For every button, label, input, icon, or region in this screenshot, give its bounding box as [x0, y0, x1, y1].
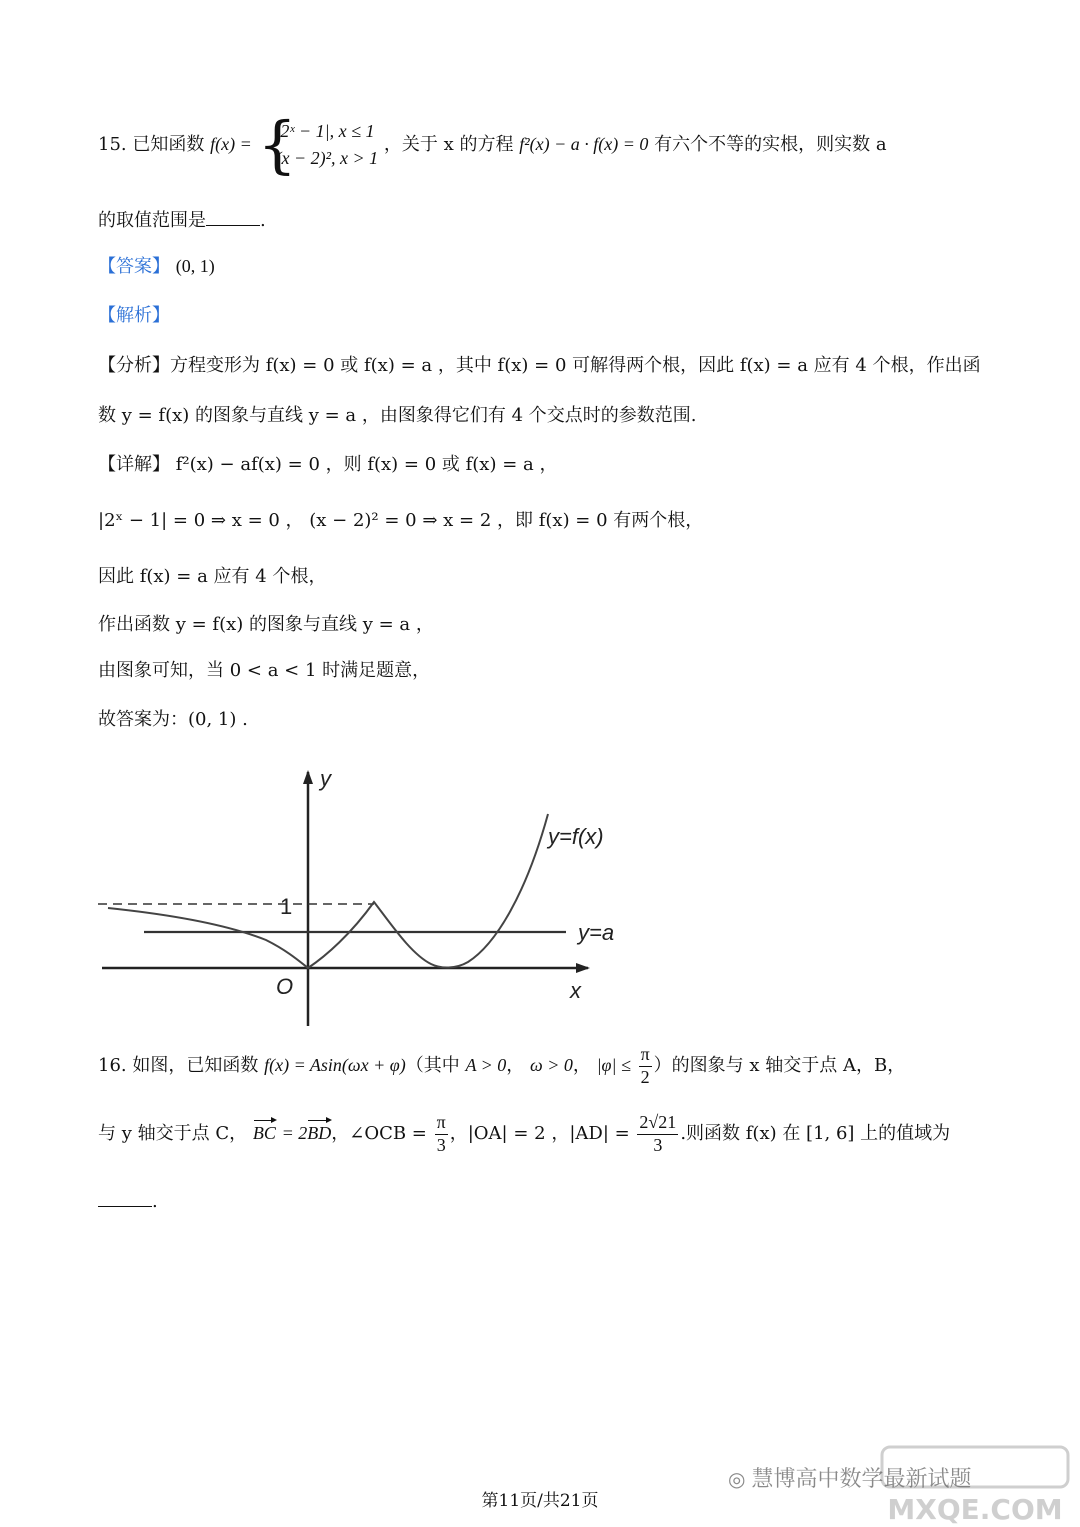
q16-text-1c: （其中 — [405, 1055, 460, 1077]
fenxi-text-1: 方程变形为 f(x) = 0 或 f(x) = a ，其中 f(x) = 0 可解得两个根，因此 f(x) = a 应有 4 个根，作出函 — [170, 355, 981, 376]
line-label: y=a — [578, 920, 615, 945]
q16-eq-2: = 2 — [281, 1123, 308, 1144]
q16-text-1i: ）的图象与 x 轴交于点 A，B， — [653, 1055, 906, 1077]
detail-text-1: f²(x) − af(x) = 0 ，则 f(x) = 0 或 f(x) = a ， — [175, 454, 558, 475]
q16-frac-pi-2: $\frac{\pi}{2}$ — [640, 1044, 650, 1087]
answer-value: (0, 1) — [175, 256, 215, 276]
curve-label: y=f(x) — [548, 824, 604, 849]
detail-text-6: 故答案为：(0, 1) . — [98, 709, 248, 730]
detail-text-3: 因此 f(x) = a 应有 4 个根， — [98, 566, 327, 587]
q16-text-3: . — [152, 1191, 158, 1212]
detail-line-1 — [98, 454, 557, 476]
q15-equation: f²(x) − a · f(x) = 0 — [519, 134, 649, 154]
q16-comma-2: ， — [572, 1055, 591, 1077]
detail-line-4 — [98, 614, 434, 636]
fenxi-tag: 【分析】 — [98, 355, 170, 376]
answer-line — [98, 256, 215, 278]
vector-bd: BD — [307, 1123, 332, 1144]
q16-cond-phi: |φ| ≤ — [596, 1055, 631, 1076]
site-watermark-text: MXQE.COM — [887, 1493, 1063, 1525]
detail-text-2: |2ˣ − 1| = 0 ⇒ x = 0 ， (x − 2)² = 0 ⇒ x = 2 ，即 f(x) = 0 有两个根， — [98, 510, 704, 531]
y-axis-label: y — [320, 766, 331, 791]
analysis-tag-line — [98, 305, 170, 327]
x-axis-label: x — [570, 978, 581, 1003]
detail-line-6 — [98, 709, 248, 731]
q16-function: f(x) = Asin(ωx + φ) — [264, 1055, 406, 1076]
curve-fx — [108, 814, 548, 968]
q15-case-1: |2ˣ − 1|, x ≤ 1 — [275, 121, 375, 141]
wechat-icon: ◎ — [728, 1467, 746, 1491]
q16-cond-omega: ω > 0 — [530, 1055, 573, 1076]
q16-cond-A: A > 0 — [465, 1055, 507, 1076]
q15-fx: f(x) = — [210, 134, 252, 154]
function-graph — [96, 764, 636, 1034]
q16-frac-ad: $\frac{2√21}{3}$ — [639, 1112, 677, 1155]
detail-line-2 — [98, 510, 703, 532]
q16-answer-blank — [98, 1188, 152, 1207]
q15-number: 15. — [98, 134, 127, 155]
q16-line-1 — [98, 1044, 905, 1088]
fenxi-line-2 — [98, 405, 696, 427]
one-label: 1 — [280, 894, 293, 919]
q16-text-2a: 与 y 轴交于点 C， — [98, 1123, 248, 1145]
site-watermark-logo — [880, 1445, 1070, 1525]
watermark-text: ◎ 慧博高中数学最新试题 — [728, 1467, 972, 1492]
q16-text-2b: ，∠OCB = — [331, 1123, 427, 1145]
vector-bc: BC — [252, 1123, 276, 1144]
q15-stem-1: 已知函数 — [132, 134, 205, 155]
q15-line-1 — [98, 108, 887, 181]
q16-text-1a: 如图，已知函数 — [132, 1055, 259, 1077]
fenxi-text-2: 数 y = f(x) 的图象与直线 y = a ，由图象得它们有 4 个交点时的参数范围. — [98, 405, 697, 426]
q15-stem-4: 的取值范围是 — [98, 210, 206, 231]
analysis-tag: 【解析】 — [98, 305, 170, 326]
answer-tag: 【答案】 — [98, 256, 170, 277]
page-footer: 第11页/共21页 — [481, 1491, 599, 1511]
detail-line-5 — [98, 660, 430, 682]
q16-comma-1: ， — [506, 1055, 525, 1077]
q16-text-2c: ，|OA| = 2 ，|AD| = — [449, 1123, 630, 1145]
origin-label: O — [276, 974, 294, 999]
detail-line-3 — [98, 566, 326, 588]
q15-piecewise: { |2ˣ − 1|, x ≤ 1 (x − 2)², x > 1 — [257, 108, 379, 181]
q16-text-2d: .则函数 f(x) 在 [1, 6] 上的值域为 — [680, 1123, 951, 1145]
fenxi-line-1 — [98, 355, 981, 377]
q15-stem-2: ，关于 x 的方程 — [383, 134, 514, 155]
detail-tag: 【详解】 — [98, 454, 170, 475]
q15-stem-5: . — [260, 210, 266, 231]
q16-frac-pi-3: $\frac{\pi}{3}$ — [436, 1112, 446, 1155]
q16-line-3 — [98, 1188, 158, 1213]
q16-number: 16. — [98, 1055, 127, 1077]
detail-text-5: 由图象可知，当 0 < a < 1 时满足题意， — [98, 660, 431, 681]
q16-line-2 — [98, 1112, 950, 1156]
q15-line-2 — [98, 207, 266, 232]
detail-text-4: 作出函数 y = f(x) 的图象与直线 y = a ， — [98, 614, 434, 635]
answer-blank — [206, 207, 260, 226]
q15-case-2: (x − 2)², x > 1 — [275, 148, 379, 168]
q15-stem-3: 有六个不等的实根，则实数 a — [654, 134, 887, 155]
